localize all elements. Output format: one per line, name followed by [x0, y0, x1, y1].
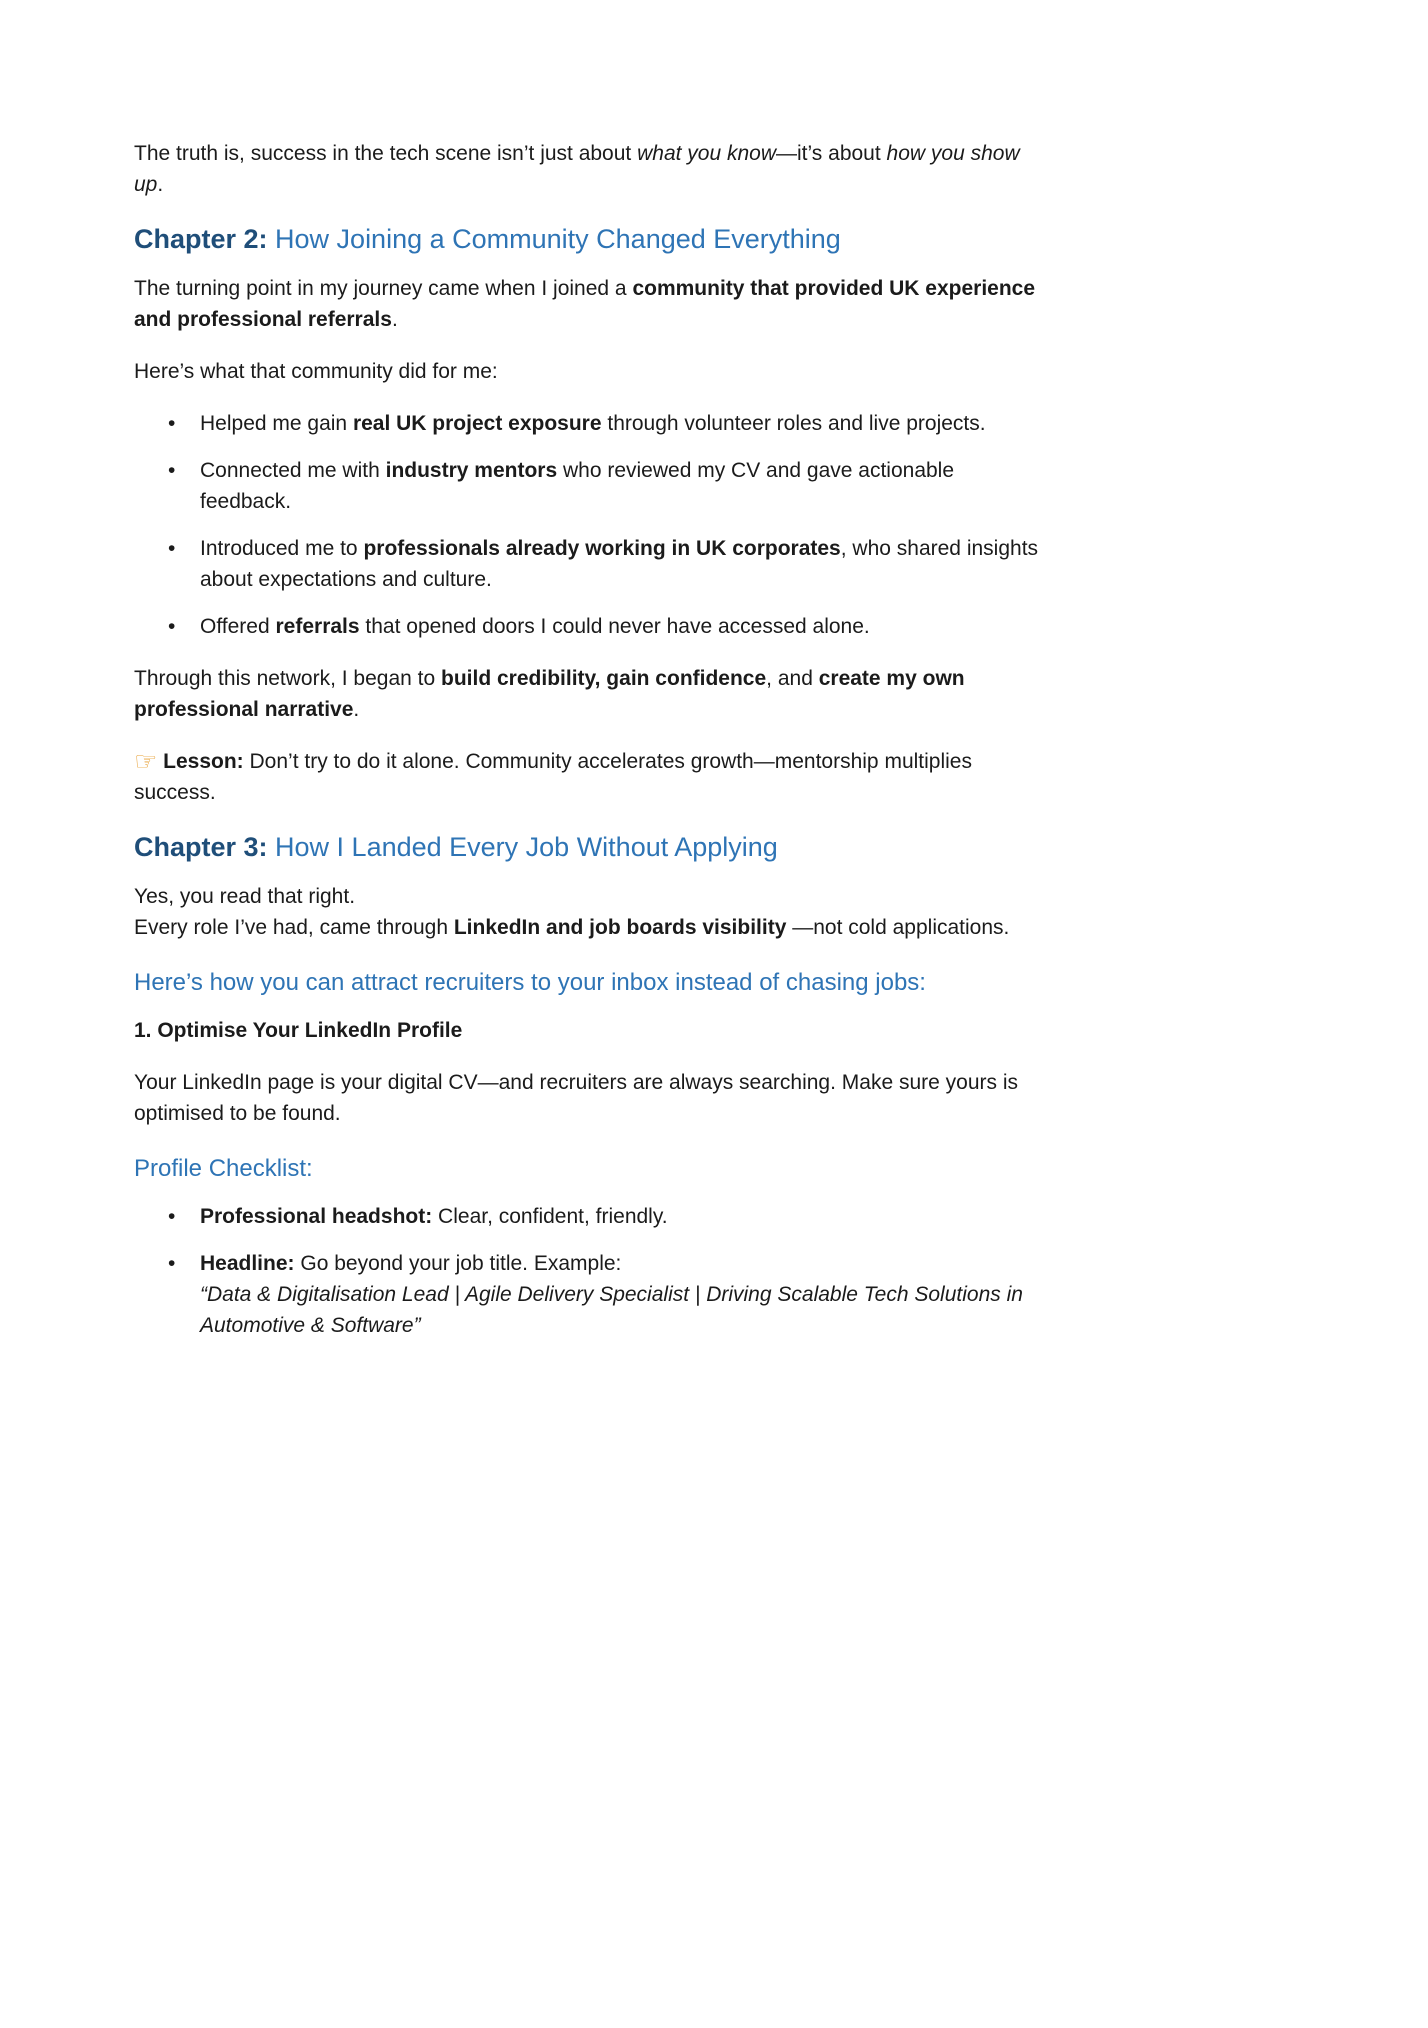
text-run-bold: LinkedIn and job boards visibility: [453, 916, 787, 939]
text-run: Offered: [200, 615, 276, 638]
attract-recruiters-subheading: [134, 967, 1048, 999]
text-run: who reviewed my CV and gave actionable feedback.: [200, 459, 955, 513]
list-item: [200, 1248, 1048, 1341]
text-run: Here’s what that community did for me:: [134, 360, 498, 383]
text-run-bold: referrals: [275, 615, 360, 638]
text-run-bold: build credibility, gain confidence: [441, 667, 767, 690]
text-run: Profile Checklist:: [134, 1155, 313, 1182]
chapter-2-heading-prefix: Chapter 2:: [134, 224, 268, 254]
text-run: The truth is, success in the tech scene isn’t just about: [134, 142, 638, 165]
list-item: [200, 533, 1048, 595]
paragraph-lesson: [134, 746, 1048, 808]
paragraph-every-role: [134, 881, 1048, 943]
list-item: [200, 1201, 1048, 1232]
paragraph-network: [134, 663, 1048, 725]
text-run-bold: create my own professional narrative: [134, 667, 965, 721]
text-run: Helped me gain: [200, 412, 353, 435]
chapter-3-heading-title: How I Landed Every Job Without Applying: [267, 832, 778, 862]
text-run: The turning point in my journey came when I joined a: [134, 277, 633, 300]
lesson-label: Lesson:: [163, 750, 244, 773]
profile-checklist-subheading: [134, 1153, 1048, 1185]
text-run: .: [353, 698, 360, 721]
text-run-bold: 1. Optimise Your LinkedIn Profile: [134, 1019, 463, 1042]
text-run: Every role I’ve had, came through: [134, 916, 454, 939]
text-run: Connected me with: [200, 459, 386, 482]
text-run: Introduced me to: [200, 537, 364, 560]
paragraph-heres-what: [134, 356, 1048, 387]
community-benefits-list: [134, 408, 1048, 642]
text-run-italic: how you show up: [134, 142, 1020, 196]
list-item: [200, 408, 1048, 439]
paragraph-turning-point: [134, 273, 1048, 335]
profile-checklist-list: [134, 1201, 1048, 1341]
text-run-italic: what you know: [637, 142, 777, 165]
paragraph-intro: [134, 138, 1048, 200]
list-item: [200, 455, 1048, 517]
text-run: Don’t try to do it alone. Community accelerates growth—mentorship multiplies success.: [134, 750, 972, 804]
text-run: Through this network, I began to: [134, 667, 442, 690]
text-run-bold: professionals already working in UK corporates: [363, 537, 841, 560]
text-run-italic: “Data & Digitalisation Lead | Agile Delivery Specialist | Driving Scalable Tech Solutions in Automotive & Software”: [200, 1283, 1023, 1337]
text-run: Go beyond your job title. Example:: [294, 1252, 622, 1275]
chapter-2-heading: [134, 221, 1048, 257]
chapter-3-heading-prefix: Chapter 3:: [134, 832, 268, 862]
text-run: Here’s how you can attract recruiters to your inbox instead of chasing jobs:: [134, 969, 926, 996]
text-run-bold: real UK project exposure: [352, 412, 602, 435]
text-run-bold: Professional headshot:: [200, 1205, 433, 1228]
text-run-bold: industry mentors: [385, 459, 558, 482]
chapter-3-heading: [134, 829, 1048, 865]
step-1-title: [134, 1015, 1048, 1046]
text-run: .: [391, 308, 398, 331]
paragraph-linkedin-page: [134, 1067, 1048, 1129]
text-run-bold: community that provided UK experience and professional referrals: [134, 277, 1036, 331]
text-run: —it’s about: [776, 142, 887, 165]
text-run: —not cold applications.: [786, 916, 1010, 939]
text-run-bold: Headline:: [200, 1252, 295, 1275]
text-run: Yes, you read that right.: [134, 885, 356, 908]
chapter-2-heading-title: How Joining a Community Changed Everything: [267, 224, 841, 254]
text-run: through volunteer roles and live projects.: [601, 412, 986, 435]
text-run: Clear, confident, friendly.: [432, 1205, 668, 1228]
text-run: , and: [766, 667, 819, 690]
text-run: .: [157, 173, 164, 196]
text-run: that opened doors I could never have accessed alone.: [359, 615, 870, 638]
list-item: [200, 611, 1048, 642]
text-run: Your LinkedIn page is your digital CV—and recruiters are always searching. Make sure yours is optimised to be found.: [134, 1071, 1018, 1125]
pointing-finger-icon: ☞: [134, 746, 158, 776]
text-run: , who shared insights about expectations and culture.: [200, 537, 1039, 591]
